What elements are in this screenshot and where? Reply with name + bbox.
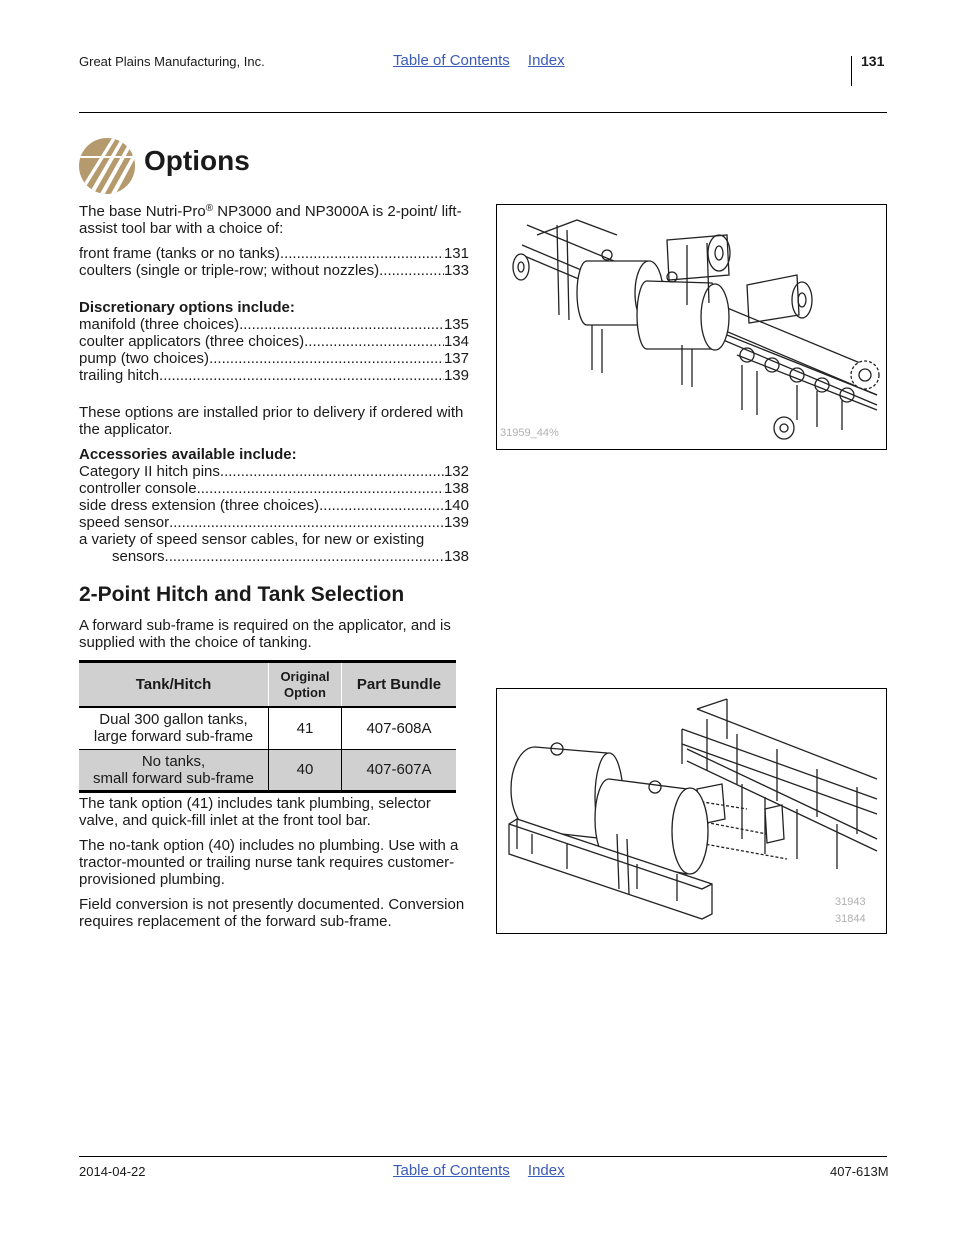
applicator-drawing (497, 205, 886, 449)
figure2-label-2: 31844 (835, 913, 866, 925)
list-item[interactable]: pump (two choices) ..... 137 (79, 350, 469, 367)
list-item[interactable]: front frame (tanks or no tanks) ..... 131 (79, 245, 469, 262)
option-cell: 40 (269, 749, 342, 791)
page-ref-link[interactable]: 131 (443, 245, 469, 262)
col-header-original-option: Original Option (269, 662, 342, 708)
list-item[interactable]: coulters (single or triple-row; without nozzles) ..... 133 (79, 262, 469, 279)
table-row (79, 749, 456, 791)
header-toc-link[interactable]: Table of Contents (393, 52, 510, 69)
page-ref-link[interactable]: 138 (443, 480, 469, 497)
footer-index-link[interactable]: Index (527, 1162, 565, 1179)
applicator-overview-figure (496, 204, 887, 450)
footer-doc-number: 407-613M (830, 1164, 889, 1179)
footer-rule (79, 1156, 887, 1157)
company-name: Great Plains Manufacturing, Inc. (79, 54, 265, 69)
bundle-cell: 407-607A (342, 749, 457, 791)
accessories-heading: Accessories available include: (79, 446, 297, 463)
header-index-link[interactable]: Index (527, 52, 565, 69)
table-header-row (79, 662, 456, 708)
great-plains-logo-icon (78, 137, 136, 195)
page-ref-link[interactable]: 140 (443, 497, 469, 514)
list-item[interactable]: Category II hitch pins ..... 132 (79, 463, 469, 480)
col-header-tank-hitch: Tank/Hitch (79, 662, 269, 708)
tank-hitch-table (79, 660, 456, 793)
page-ref-link[interactable]: 137 (443, 350, 469, 367)
footer-toc-link[interactable]: Table of Contents (393, 1162, 510, 1179)
page-ref-link[interactable]: 135 (443, 316, 469, 333)
list-item[interactable]: trailing hitch ..... 139 (79, 367, 469, 384)
tank-hitch-cell: Dual 300 gallon tanks, large forward sub-frame (93, 711, 254, 746)
page-number: 131 (861, 53, 885, 69)
table-row (79, 707, 456, 749)
hitch-intro: A forward sub-frame is required on the applicator, and is supplied with the choice of tanking. (79, 617, 451, 651)
tank-subframe-figure (496, 688, 887, 934)
hitch-section-heading: 2-Point Hitch and Tank Selection (79, 583, 405, 606)
intro-text-a: The base Nutri-Pro (79, 203, 206, 220)
footer-nav (393, 1162, 579, 1179)
option-cell: 41 (269, 707, 342, 749)
installed-note: These options are installed prior to delivery if ordered with the applicator. (79, 404, 464, 438)
intro-text-b: NP3000 and NP3000A is 2-point/ lift-assist tool bar with a choice of: (79, 203, 462, 237)
page-ref-link[interactable]: 134 (443, 333, 469, 350)
page-title: Options (144, 145, 250, 176)
page-ref-link[interactable]: 132 (443, 463, 469, 480)
field-conversion-paragraph: Field conversion is not presently documented. Conversion requires replacement of the forward sub-frame. (79, 896, 465, 930)
page-ref-link[interactable]: 139 (443, 514, 469, 531)
choices-list (79, 245, 469, 279)
tank-hitch-cell: No tanks, small forward sub-frame (93, 752, 254, 787)
list-item[interactable]: speed sensor ..... 139 (79, 514, 469, 531)
figure2-label-1: 31943 (835, 896, 866, 908)
discretionary-list (79, 299, 469, 384)
figure1-label: 31959_44% (500, 427, 559, 439)
header-nav (393, 52, 579, 69)
no-tank-option-paragraph: The no-tank option (40) includes no plumbing. Use with a tractor-mounted or trailing nurse tank requires customer-provisioned plumbing. (79, 837, 459, 888)
list-item[interactable]: controller console ..... 138 (79, 480, 469, 497)
list-item[interactable]: manifold (three choices) ..... 135 (79, 316, 469, 333)
discretionary-heading: Discretionary options include: (79, 299, 295, 316)
list-item[interactable]: coulter applicators (three choices) ..... 134 (79, 333, 469, 350)
list-item[interactable]: sensors. ..... 138 (79, 548, 469, 565)
intro-paragraph (79, 203, 471, 237)
page-ref-link[interactable]: 138 (443, 548, 469, 565)
registered-mark: ® (205, 203, 214, 214)
header-rule (79, 112, 887, 113)
page-ref-link[interactable]: 139 (443, 367, 469, 384)
tank-subframe-drawing (497, 689, 886, 933)
bundle-cell: 407-608A (342, 707, 457, 749)
cables-item-line1: a variety of speed sensor cables, for new or existing (79, 531, 425, 548)
tank-option-paragraph: The tank option (41) includes tank plumbing, selector valve, and quick-fill inlet at the front tool bar. (79, 795, 431, 829)
list-item[interactable]: side dress extension (three choices) ..... 140 (79, 497, 469, 514)
page-ref-link[interactable]: 133 (443, 262, 469, 279)
accessories-list (79, 446, 469, 565)
page-number-divider (851, 56, 852, 86)
footer-date: 2014-04-22 (79, 1164, 146, 1179)
col-header-part-bundle: Part Bundle (342, 662, 457, 708)
